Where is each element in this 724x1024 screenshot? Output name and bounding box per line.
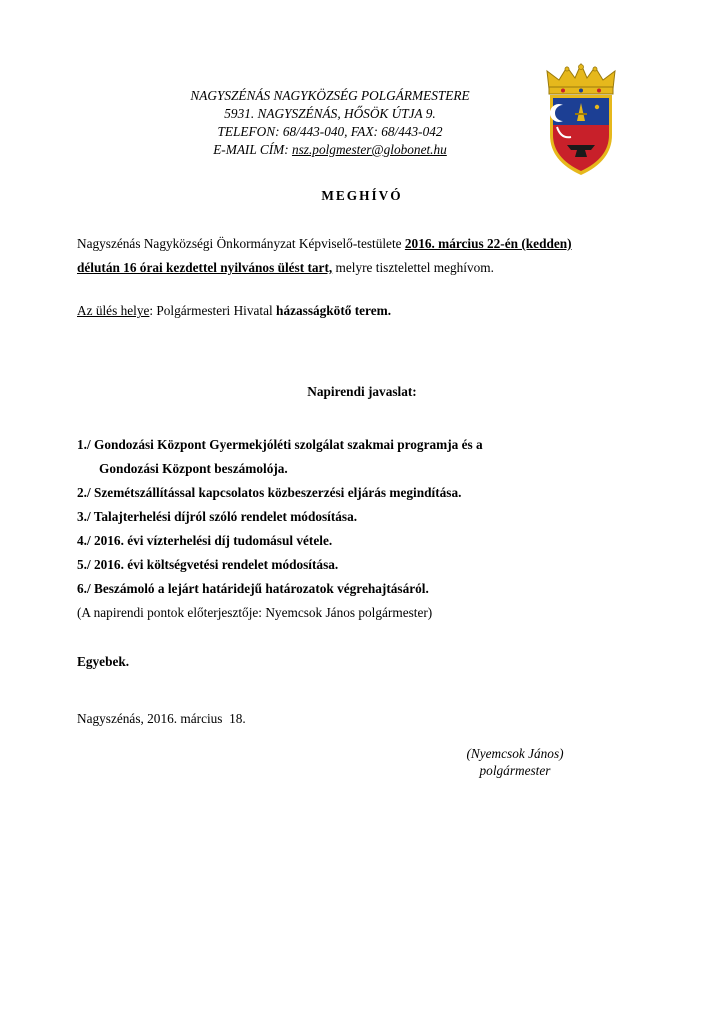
signatory-name: (Nyemcsok János) bbox=[466, 746, 564, 761]
signature-block bbox=[440, 745, 590, 779]
agenda-item: 6./ Beszámoló a lejárt határidejű határozatok végrehajtásáról. bbox=[77, 581, 429, 596]
venue-label: Az ülés helye bbox=[77, 303, 150, 318]
signatory-role: polgármester bbox=[479, 763, 551, 778]
agenda-item: 4./ 2016. évi vízterhelési díj tudomásul vétele. bbox=[77, 533, 333, 548]
crown-icon bbox=[547, 64, 615, 94]
agenda-item-continuation: Gondozási Központ beszámolója. bbox=[99, 461, 288, 476]
letterhead-phone-fax: TELEFON: 68/443-040, FAX: 68/443-042 bbox=[217, 124, 443, 139]
email-label: E-MAIL CÍM: bbox=[213, 142, 292, 157]
letterhead-office: NAGYSZÉNÁS NAGYKÖZSÉG POLGÁRMESTERE bbox=[190, 88, 470, 103]
meeting-date: 2016. március 22-én (kedden) bbox=[404, 236, 572, 251]
letterhead bbox=[120, 87, 540, 159]
coat-of-arms-icon bbox=[541, 63, 621, 178]
agenda-item: 2./ Szemétszállítással kapcsolatos közbeszerzési eljárás megindítása. bbox=[77, 485, 462, 500]
letterhead-address: 5931. NAGYSZÉNÁS, HŐSÖK ÚTJA 9. bbox=[224, 106, 436, 121]
intro-closing: melyre tisztelettel meghívom. bbox=[332, 260, 494, 275]
agenda-presenter-note: (A napirendi pontok előterjesztője: Nyemcsok János polgármester) bbox=[77, 605, 433, 620]
agenda-item: 3./ Talajterhelési díjról szóló rendelet módosítása. bbox=[77, 509, 358, 524]
agenda-heading: Napirendi javaslat: bbox=[307, 384, 417, 399]
meeting-time: délután 16 órai kezdettel nyilvános ülést tart, bbox=[77, 260, 333, 275]
venue-room: házasságkötő terem. bbox=[276, 303, 392, 318]
meeting-venue bbox=[77, 299, 637, 323]
other-items: Egyebek. bbox=[77, 654, 130, 669]
letterhead-email-line bbox=[120, 141, 540, 159]
invitation-paragraph bbox=[77, 232, 637, 280]
agenda-item bbox=[77, 433, 657, 481]
venue-text: : Polgármesteri Hivatal bbox=[149, 303, 277, 318]
place-and-date: Nagyszénás, 2016. március 18. bbox=[77, 711, 246, 726]
agenda-list bbox=[77, 433, 657, 625]
agenda-item-text: 1./ Gondozási Központ Gyermekjóléti szolgálat szakmai programja és a bbox=[77, 437, 483, 452]
intro-text: Nagyszénás Nagyközségi Önkormányzat Képviselő-testülete bbox=[77, 236, 405, 251]
email-link[interactable]: nsz.polgmester@globonet.hu bbox=[291, 142, 447, 157]
agenda-item: 5./ 2016. évi költségvetési rendelet módosítása. bbox=[77, 557, 339, 572]
shield-icon bbox=[550, 95, 612, 175]
document-title: MEGHÍVÓ bbox=[321, 188, 403, 203]
